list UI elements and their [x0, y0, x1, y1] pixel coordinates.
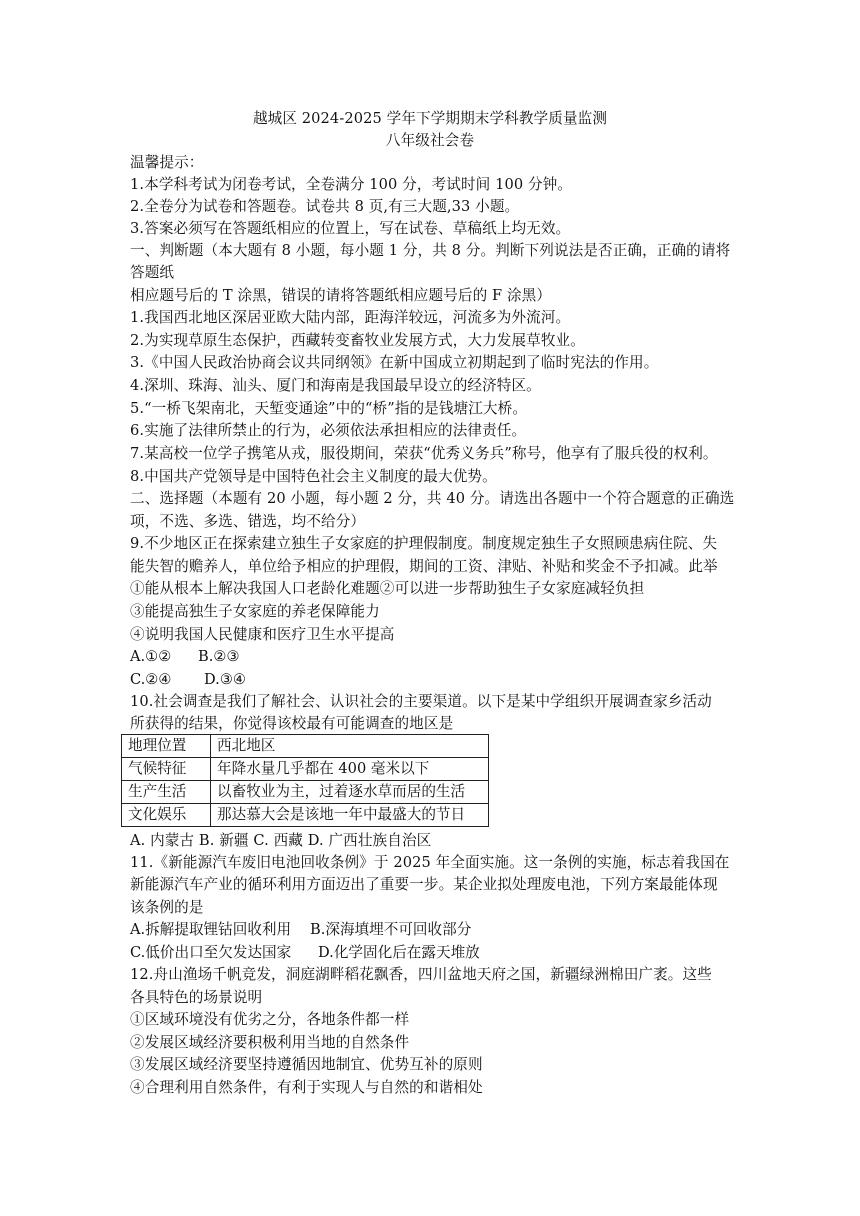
exam-subtitle: 八年级社会卷 [385, 132, 475, 149]
table-row [122, 735, 489, 758]
q11-stem: 11.《新能源汽车废旧电池回收条例》于 2025 年全面实施。这一条例的实施，标志着我国在 [130, 854, 730, 871]
q11-option-c: C.低价出口至欠发达国家 [130, 944, 292, 961]
notice-item: 1.本学科考试为闭卷考试，全卷满分 100 分，考试时间 100 分钟。 [130, 176, 573, 193]
table-row [122, 804, 489, 827]
q12-statement: ③发展区域经济要坚持遵循因地制宜、优势互补的原则 [130, 1056, 483, 1073]
judgement-item: 1.我国西北地区深居亚欧大陆内部，距海洋较远，河流多为外流河。 [130, 309, 571, 326]
judgement-item: 3.《中国人民政治协商会议共同纲领》在新中国成立初期起到了临时宪法的作用。 [130, 354, 659, 371]
q12-statement: ④合理利用自然条件，有利于实现人与自然的和谐相处 [130, 1079, 483, 1096]
table-value: 年降水量几乎都在 400 毫米以下 [211, 758, 489, 781]
section1-intro: 答题纸 [130, 264, 175, 281]
q12-statement: ①区域环境没有优劣之分，各地条件都一样 [130, 1011, 410, 1028]
q11-option-d: D.化学固化后在露天堆放 [318, 944, 480, 961]
exam-title: 越城区 2024-2025 学年下学期期末学科教学质量监测 [252, 110, 608, 127]
q9-option-b: B.②③ [198, 648, 240, 665]
table-key: 文化娱乐 [122, 804, 211, 827]
judgement-item: 8.中国共产党领导是中国特色社会主义制度的最大优势。 [130, 468, 497, 485]
judgement-item: 7.某高校一位学子携笔从戎，服役期间，荣获“优秀义务兵”称号，他享有了服兵役的权利。 [130, 445, 718, 462]
section1-intro: 一、判断题（本大题有 8 小题，每小题 1 分，共 8 分。判断下列说法是否正确，正确的请将 [130, 242, 731, 259]
section1-intro: 相应题号后的 T 涂黑，错误的请将答题纸相应题号后的 F 涂黑） [130, 287, 552, 304]
judgement-item: 6.实施了法律所禁止的行为，必须依法承担相应的法律责任。 [130, 422, 527, 439]
q9-stem: 9.不少地区正在探索建立独生子女家庭的护理假制度。制度规定独生子女照顾患病住院、失 [130, 535, 718, 552]
q12-stem: 12.舟山渔场千帆竞发，洞庭湖畔稻花飘香，四川盆地天府之国，新疆绿洲棉田广袤。这些 [130, 966, 712, 983]
table-key: 生产生活 [122, 781, 211, 804]
q10-stem: 10.社会调查是我们了解社会、认识社会的主要渠道。以下是某中学组织开展调查家乡活动 [130, 693, 712, 710]
q9-statement: ④说明我国人民健康和医疗卫生水平提高 [130, 626, 395, 643]
q11-option-b: B.深海填埋不可回收部分 [310, 921, 472, 938]
table-value: 西北地区 [211, 735, 489, 758]
section2-intro: 二、选择题（本题有 20 小题，每小题 2 分，共 40 分。请选出各题中一个符合题意的正确选 [130, 490, 735, 507]
q10-options: A. 内蒙古 B. 新疆 C. 西藏 D. 广西壮族自治区 [130, 832, 432, 849]
q9-option-d: D.③④ [204, 671, 246, 688]
table-key: 地理位置 [122, 735, 211, 758]
q11-stem: 该条例的是 [130, 899, 204, 916]
table-row [122, 758, 489, 781]
q9-stem: 能失智的赡养人，单位给予相应的护理假，期间的工资、津贴、补贴和奖金不予扣减。此举 [130, 558, 718, 575]
table-value: 那达慕大会是该地一年中最盛大的节日 [211, 804, 489, 827]
q12-stem: 各具特色的场景说明 [130, 989, 263, 1006]
notice-item: 2.全卷分为试卷和答题卷。试卷共 8 页,有三大题,33 小题。 [130, 198, 520, 215]
notice-item: 3.答案必须写在答题纸相应的位置上，写在试卷、草稿纸上均无效。 [130, 220, 571, 237]
judgement-item: 5.“一桥飞架南北，天堑变通途”中的“桥”指的是钱塘江大桥。 [130, 400, 528, 417]
notice-heading: 温馨提示： [130, 154, 204, 171]
judgement-item: 4.深圳、珠海、汕头、厦门和海南是我国最早设立的经济特区。 [130, 377, 541, 394]
table-value: 以畜牧业为主，过着逐水草而居的生活 [211, 781, 489, 804]
table-key: 气候特征 [122, 758, 211, 781]
q12-statement: ②发展区域经济要积极利用当地的自然条件 [130, 1034, 410, 1051]
table-row [122, 781, 489, 804]
q9-statement: ③能提高独生子女家庭的养老保障能力 [130, 603, 380, 620]
q9-option-c: C.②④ [130, 671, 172, 688]
q9-statement: ①能从根本上解决我国人口老龄化难题②可以进一步帮助独生子女家庭减轻负担 [130, 580, 645, 597]
q11-stem: 新能源汽车产业的循环利用方面迈出了重要一步。某企业拟处理废电池，下列方案最能体现 [130, 876, 718, 893]
q9-option-a: A.①② [130, 648, 172, 665]
q11-option-a: A.拆解提取锂钴回收利用 [130, 921, 292, 938]
q10-stem: 所获得的结果，你觉得该校最有可能调查的地区是 [130, 715, 454, 732]
q10-survey-table [121, 734, 489, 827]
judgement-item: 2.为实现草原生态保护，西藏转变畜牧业发展方式，大力发展草牧业。 [130, 332, 585, 349]
section2-intro: 项，不选、多选、错选，均不给分） [130, 513, 366, 530]
